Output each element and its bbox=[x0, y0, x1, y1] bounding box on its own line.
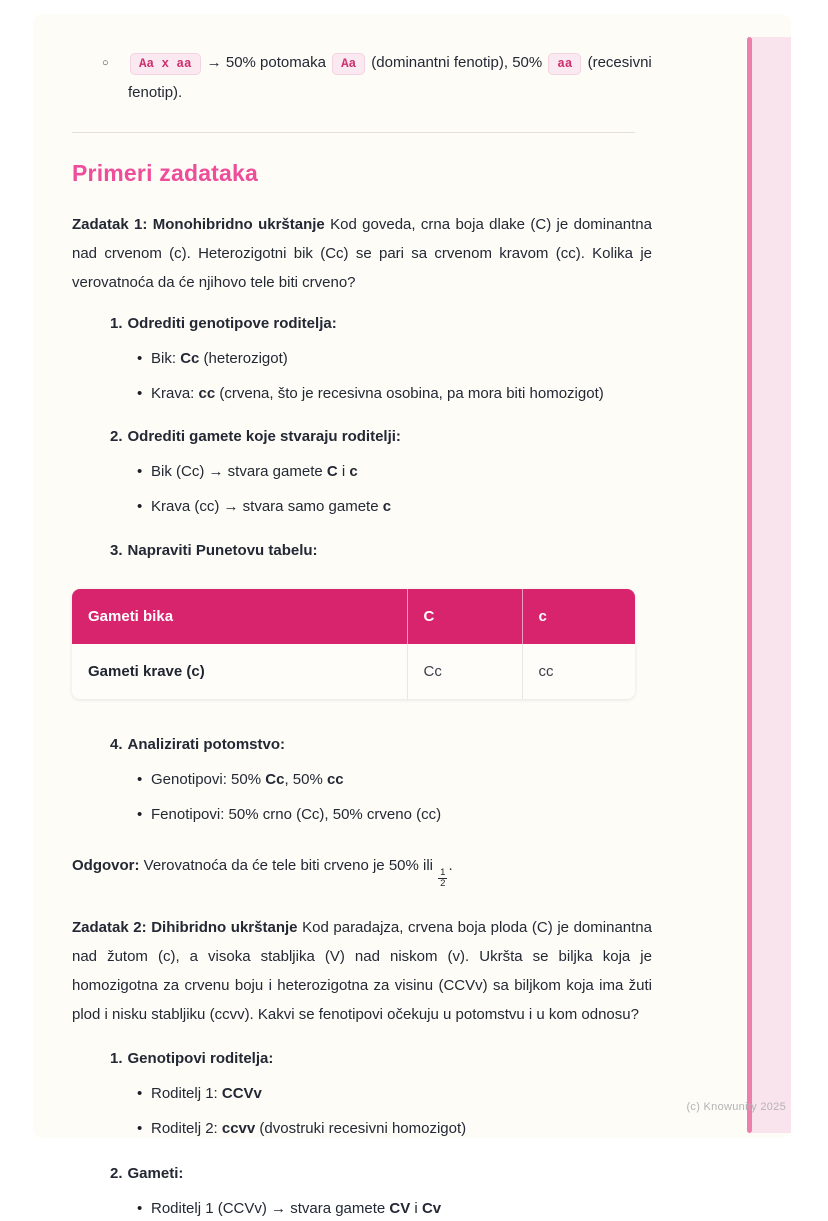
genotype-chip: aa bbox=[548, 53, 581, 75]
section-heading: Primeri zadataka bbox=[72, 160, 259, 186]
table-cell: cc bbox=[522, 644, 635, 699]
punnett-table bbox=[72, 589, 635, 699]
genotype-chip: Aa x aa bbox=[130, 53, 201, 75]
document-content bbox=[72, 48, 652, 1221]
task1-step-2 bbox=[72, 425, 652, 519]
table-cell: Cc bbox=[407, 644, 522, 699]
knowunity-watermark: (c) Knowunity 2025 bbox=[686, 1101, 786, 1113]
dot-bullet-marker: • bbox=[137, 498, 143, 515]
list-item: • Roditelj 2: ccvv (dvostruki recesivni homozigot) bbox=[72, 1117, 652, 1141]
step-number: 4. bbox=[110, 736, 123, 753]
table-header-cell: C bbox=[407, 589, 522, 644]
step-number: 1. bbox=[110, 1049, 123, 1067]
step-number: 1. bbox=[110, 315, 123, 332]
list-item: • Krava: cc (crvena, što je recesivna osobina, pa mora biti homozigot) bbox=[72, 382, 652, 406]
table-header-cell: c bbox=[522, 589, 635, 644]
step-label: Analizirati potomstvo: bbox=[127, 736, 286, 753]
dot-bullet-marker: • bbox=[137, 1119, 143, 1137]
task1-answer: Odgovor: Verovatnoća da će tele biti crveno je 50% ili $\frac{1}{2}$ . bbox=[72, 857, 453, 890]
step-label: Odrediti gamete koje stvaraju roditelji: bbox=[127, 428, 401, 445]
dot-bullet-marker: • bbox=[137, 385, 143, 402]
list-item: • Roditelj 1 (CCVv) → stvara gamete CV i Cv bbox=[72, 1197, 652, 1221]
task1-step-3 bbox=[72, 539, 652, 563]
step-number: 2. bbox=[110, 1164, 123, 1182]
task2-step-2 bbox=[72, 1162, 652, 1221]
table-row bbox=[72, 644, 635, 699]
document-page-card bbox=[33, 14, 791, 1217]
list-item: • Krava (cc) → stvara samo gamete c bbox=[72, 495, 652, 519]
dot-bullet-marker: • bbox=[137, 806, 143, 823]
decorative-pink-ribbon bbox=[752, 37, 791, 1133]
genotype-chip: Aa bbox=[332, 53, 365, 75]
intro-bullet-item bbox=[72, 48, 652, 108]
step-label: Napraviti Punetovu tabelu: bbox=[127, 542, 318, 559]
task1-step-1 bbox=[72, 312, 652, 406]
list-item: • Genotipovi: 50% Cc, 50% cc bbox=[72, 768, 652, 792]
dot-bullet-marker: • bbox=[137, 350, 143, 367]
task2-paragraph: Zadatak 2: Dihibridno ukrštanje Kod paradajza, crvena boja ploda (C) je dominantna nad žutom (c), a visoka stabljika (V) nad niskom (v). Ukršta se biljka koja je homozigotna za crvenu boju i heterozigotna za visinu (CCVv) sa biljkom koja ima žuti plod i nisku stabljiku (ccvv). Kakvi se fenotipovi očekuju u potomstvu i u kom odnosu? bbox=[72, 918, 652, 1023]
table-header-row bbox=[72, 589, 635, 644]
dot-bullet-marker: • bbox=[137, 1084, 143, 1102]
table-cell: Gameti krave (c) bbox=[72, 644, 407, 699]
task1-paragraph: Zadatak 1: Monohibridno ukrštanje Kod goveda, crna boja dlake (C) je dominantna nad crvenom (c). Heterozigotni bik (Cc) se pari sa crvenom kravom (cc). Kolika je verovatnoća da će njihovo tele biti crveno? bbox=[72, 216, 652, 291]
list-item: • Bik: Cc (heterozigot) bbox=[72, 347, 652, 371]
list-item: • Roditelj 1: CCVv bbox=[72, 1082, 652, 1106]
task2-step-1 bbox=[72, 1047, 652, 1141]
list-item: • Fenotipovi: 50% crno (Cc), 50% crveno (cc) bbox=[72, 803, 652, 827]
step-number: 2. bbox=[110, 428, 123, 445]
table-header-cell: Gameti bika bbox=[72, 589, 407, 644]
dot-bullet-marker: • bbox=[137, 771, 143, 788]
task1-step-4 bbox=[72, 733, 652, 827]
dot-bullet-marker: • bbox=[137, 463, 143, 480]
step-label: Odrediti genotipove roditelja: bbox=[127, 315, 337, 332]
list-item: • Bik (Cc) → stvara gamete C i c bbox=[72, 460, 652, 484]
step-label: Gameti: bbox=[127, 1164, 184, 1182]
dot-bullet-marker: • bbox=[137, 1199, 143, 1217]
section-divider bbox=[72, 132, 635, 133]
step-label: Genotipovi roditelja: bbox=[127, 1049, 274, 1067]
circle-bullet-marker: ○ bbox=[102, 57, 109, 69]
intro-bullet-text: Aa x aa → 50% potomaka Aa (dominantni fenotip), 50% aa (recesivni fenotip). bbox=[128, 54, 652, 101]
step-number: 3. bbox=[110, 542, 123, 559]
